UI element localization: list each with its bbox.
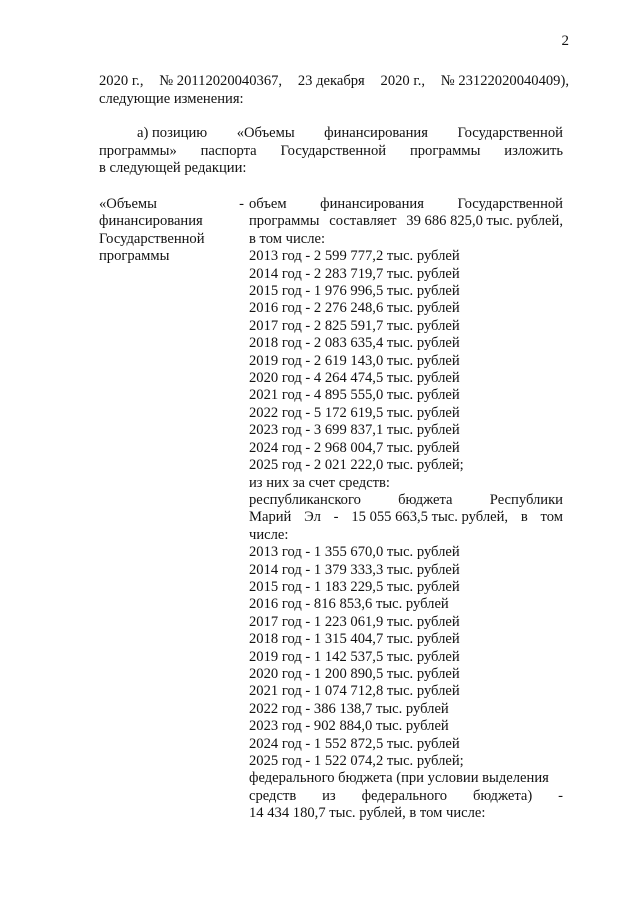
sub-item-word: Государственной: [457, 125, 563, 141]
republic-year-row: 2014 год - 1 379 333,3 тыс. рублей: [249, 561, 460, 578]
republic-year-row: 2017 год - 1 223 061,9 тыс. рублей: [249, 613, 460, 630]
republic-year-row: 2019 год - 1 142 537,5 тыс. рублей: [249, 648, 460, 665]
position-name-line-4: программы: [99, 248, 170, 265]
total-year-row: 2025 год - 2 021 222,0 тыс. рублей;: [249, 457, 464, 474]
republic-budget-word: 15 055 663,5 тыс. рублей,: [351, 509, 509, 526]
sub-item-word: а) позицию: [137, 125, 208, 141]
republic-budget-line-2: [249, 509, 563, 526]
sub-item-line-3: в следующей редакции:: [99, 160, 247, 176]
intro-word: 23 декабря: [297, 73, 365, 89]
total-year-row: 2021 год - 4 895 555,0 тыс. рублей: [249, 387, 460, 404]
sub-item-word: «Объемы: [236, 125, 295, 141]
total-year-row: 2020 год - 4 264 474,5 тыс. рублей: [249, 370, 460, 387]
federal-budget-word: -: [558, 787, 563, 804]
republic-year-row: 2022 год - 386 138,7 тыс. рублей: [249, 700, 449, 717]
total-volume-word: Государственной: [457, 196, 563, 212]
position-content-column: [249, 196, 563, 823]
republic-year-row: 2025 год - 1 522 074,2 тыс. рублей;: [249, 753, 464, 769]
total-volume-word: программы: [249, 213, 320, 230]
republic-year-row: 2018 год - 1 315 404,7 тыс. рублей: [249, 631, 460, 648]
page-number: 2: [561, 33, 569, 49]
intro-word: 2020 г.,: [99, 73, 144, 89]
position-name-word: «Объемы: [99, 196, 157, 212]
total-year-row: 2017 год - 2 825 591,7 тыс. рублей: [249, 317, 460, 334]
sub-item-a: [99, 125, 563, 178]
intro-line-1: [99, 72, 569, 90]
republic-budget-line-3: числе:: [249, 526, 289, 543]
republic-year-row: 2021 год - 1 074 712,8 тыс. рублей: [249, 683, 460, 700]
federal-budget-line-3: 14 434 180,7 тыс. рублей, в том числе:: [249, 805, 486, 822]
republic-budget-word: Марий: [249, 509, 292, 526]
total-year-row: 2014 год - 2 283 719,7 тыс. рублей: [249, 265, 460, 282]
republic-year-row: 2020 год - 1 200 890,5 тыс. рублей: [249, 665, 460, 682]
total-year-row: 2023 год - 3 699 837,1 тыс. рублей: [249, 422, 460, 439]
republic-year-row: 2023 год - 902 884,0 тыс. рублей: [249, 718, 449, 735]
intro-word: № 23122020040409),: [440, 73, 569, 89]
republic-budget-line-1: [249, 492, 563, 509]
intro-word: № 20112020040367,: [159, 73, 283, 89]
total-year-row: 2022 год - 5 172 619,5 тыс. рублей: [249, 404, 460, 421]
republic-budget-word: -: [333, 509, 339, 526]
federal-budget-line-1: федерального бюджета (при условии выделения: [249, 770, 549, 787]
total-volume-line-1: [249, 196, 563, 213]
sub-item-word: Государственной: [280, 142, 387, 159]
republic-year-row: 2015 год - 1 183 229,5 тыс. рублей: [249, 578, 460, 595]
federal-budget-word: бюджета): [472, 787, 533, 804]
republic-year-row: 2016 год - 816 853,6 тыс. рублей: [249, 596, 449, 613]
total-volume-line-3: в том числе:: [249, 230, 326, 247]
sub-item-word: паспорта: [200, 142, 257, 159]
total-year-row: 2018 год - 2 083 635,4 тыс. рублей: [249, 335, 460, 352]
sub-item-word: финансирования: [324, 125, 428, 141]
total-year-row: 2024 год - 2 968 004,7 тыс. рублей: [249, 439, 460, 456]
sub-item-word: программы: [409, 142, 481, 159]
total-volume-line-2: [249, 213, 563, 230]
republic-budget-word: в: [520, 509, 528, 526]
sub-item-word: программы»: [99, 142, 177, 159]
sub-item-word: изложить: [504, 142, 563, 159]
total-year-row: 2016 год - 2 276 248,6 тыс. рублей: [249, 300, 460, 317]
federal-budget-line-2: [249, 788, 563, 805]
total-volume-word: финансирования: [320, 196, 424, 212]
total-year-row: 2015 год - 1 976 996,5 тыс. рублей: [249, 283, 460, 300]
intro-line-2: следующие изменения:: [99, 91, 244, 107]
sources-label: из них за счет средств:: [249, 474, 390, 491]
republic-budget-word: Республики: [489, 491, 563, 508]
total-volume-word: 39 686 825,0 тыс. рублей,: [406, 213, 563, 230]
republic-budget-word: Эл: [304, 509, 321, 526]
total-volume-word: объем: [249, 196, 287, 212]
position-name-line-1: [99, 196, 244, 213]
position-name-column: [99, 196, 244, 266]
intro-word: 2020 г.,: [380, 73, 425, 89]
republic-budget-word: бюджета: [398, 491, 453, 508]
position-name-dash: -: [239, 196, 244, 212]
republic-year-row: 2013 год - 1 355 670,0 тыс. рублей: [249, 544, 460, 561]
position-name-line-3: Государственной: [99, 230, 205, 247]
total-year-row: 2019 год - 2 619 143,0 тыс. рублей: [249, 352, 460, 369]
federal-budget-word: из: [322, 787, 336, 804]
republic-budget-word: республиканского: [249, 491, 361, 508]
sub-item-line-1: [99, 125, 563, 143]
total-volume-word: составляет: [329, 213, 397, 230]
sub-item-line-2: [99, 143, 563, 161]
federal-budget-word: средств: [249, 787, 297, 804]
total-year-row: 2013 год - 2 599 777,2 тыс. рублей: [249, 248, 460, 265]
republic-year-row: 2024 год - 1 552 872,5 тыс. рублей: [249, 735, 460, 752]
position-name-line-2: финансирования: [99, 213, 203, 230]
republic-budget-word: том: [540, 509, 563, 526]
federal-budget-word: федерального: [361, 787, 448, 804]
intro-paragraph: [99, 72, 569, 108]
